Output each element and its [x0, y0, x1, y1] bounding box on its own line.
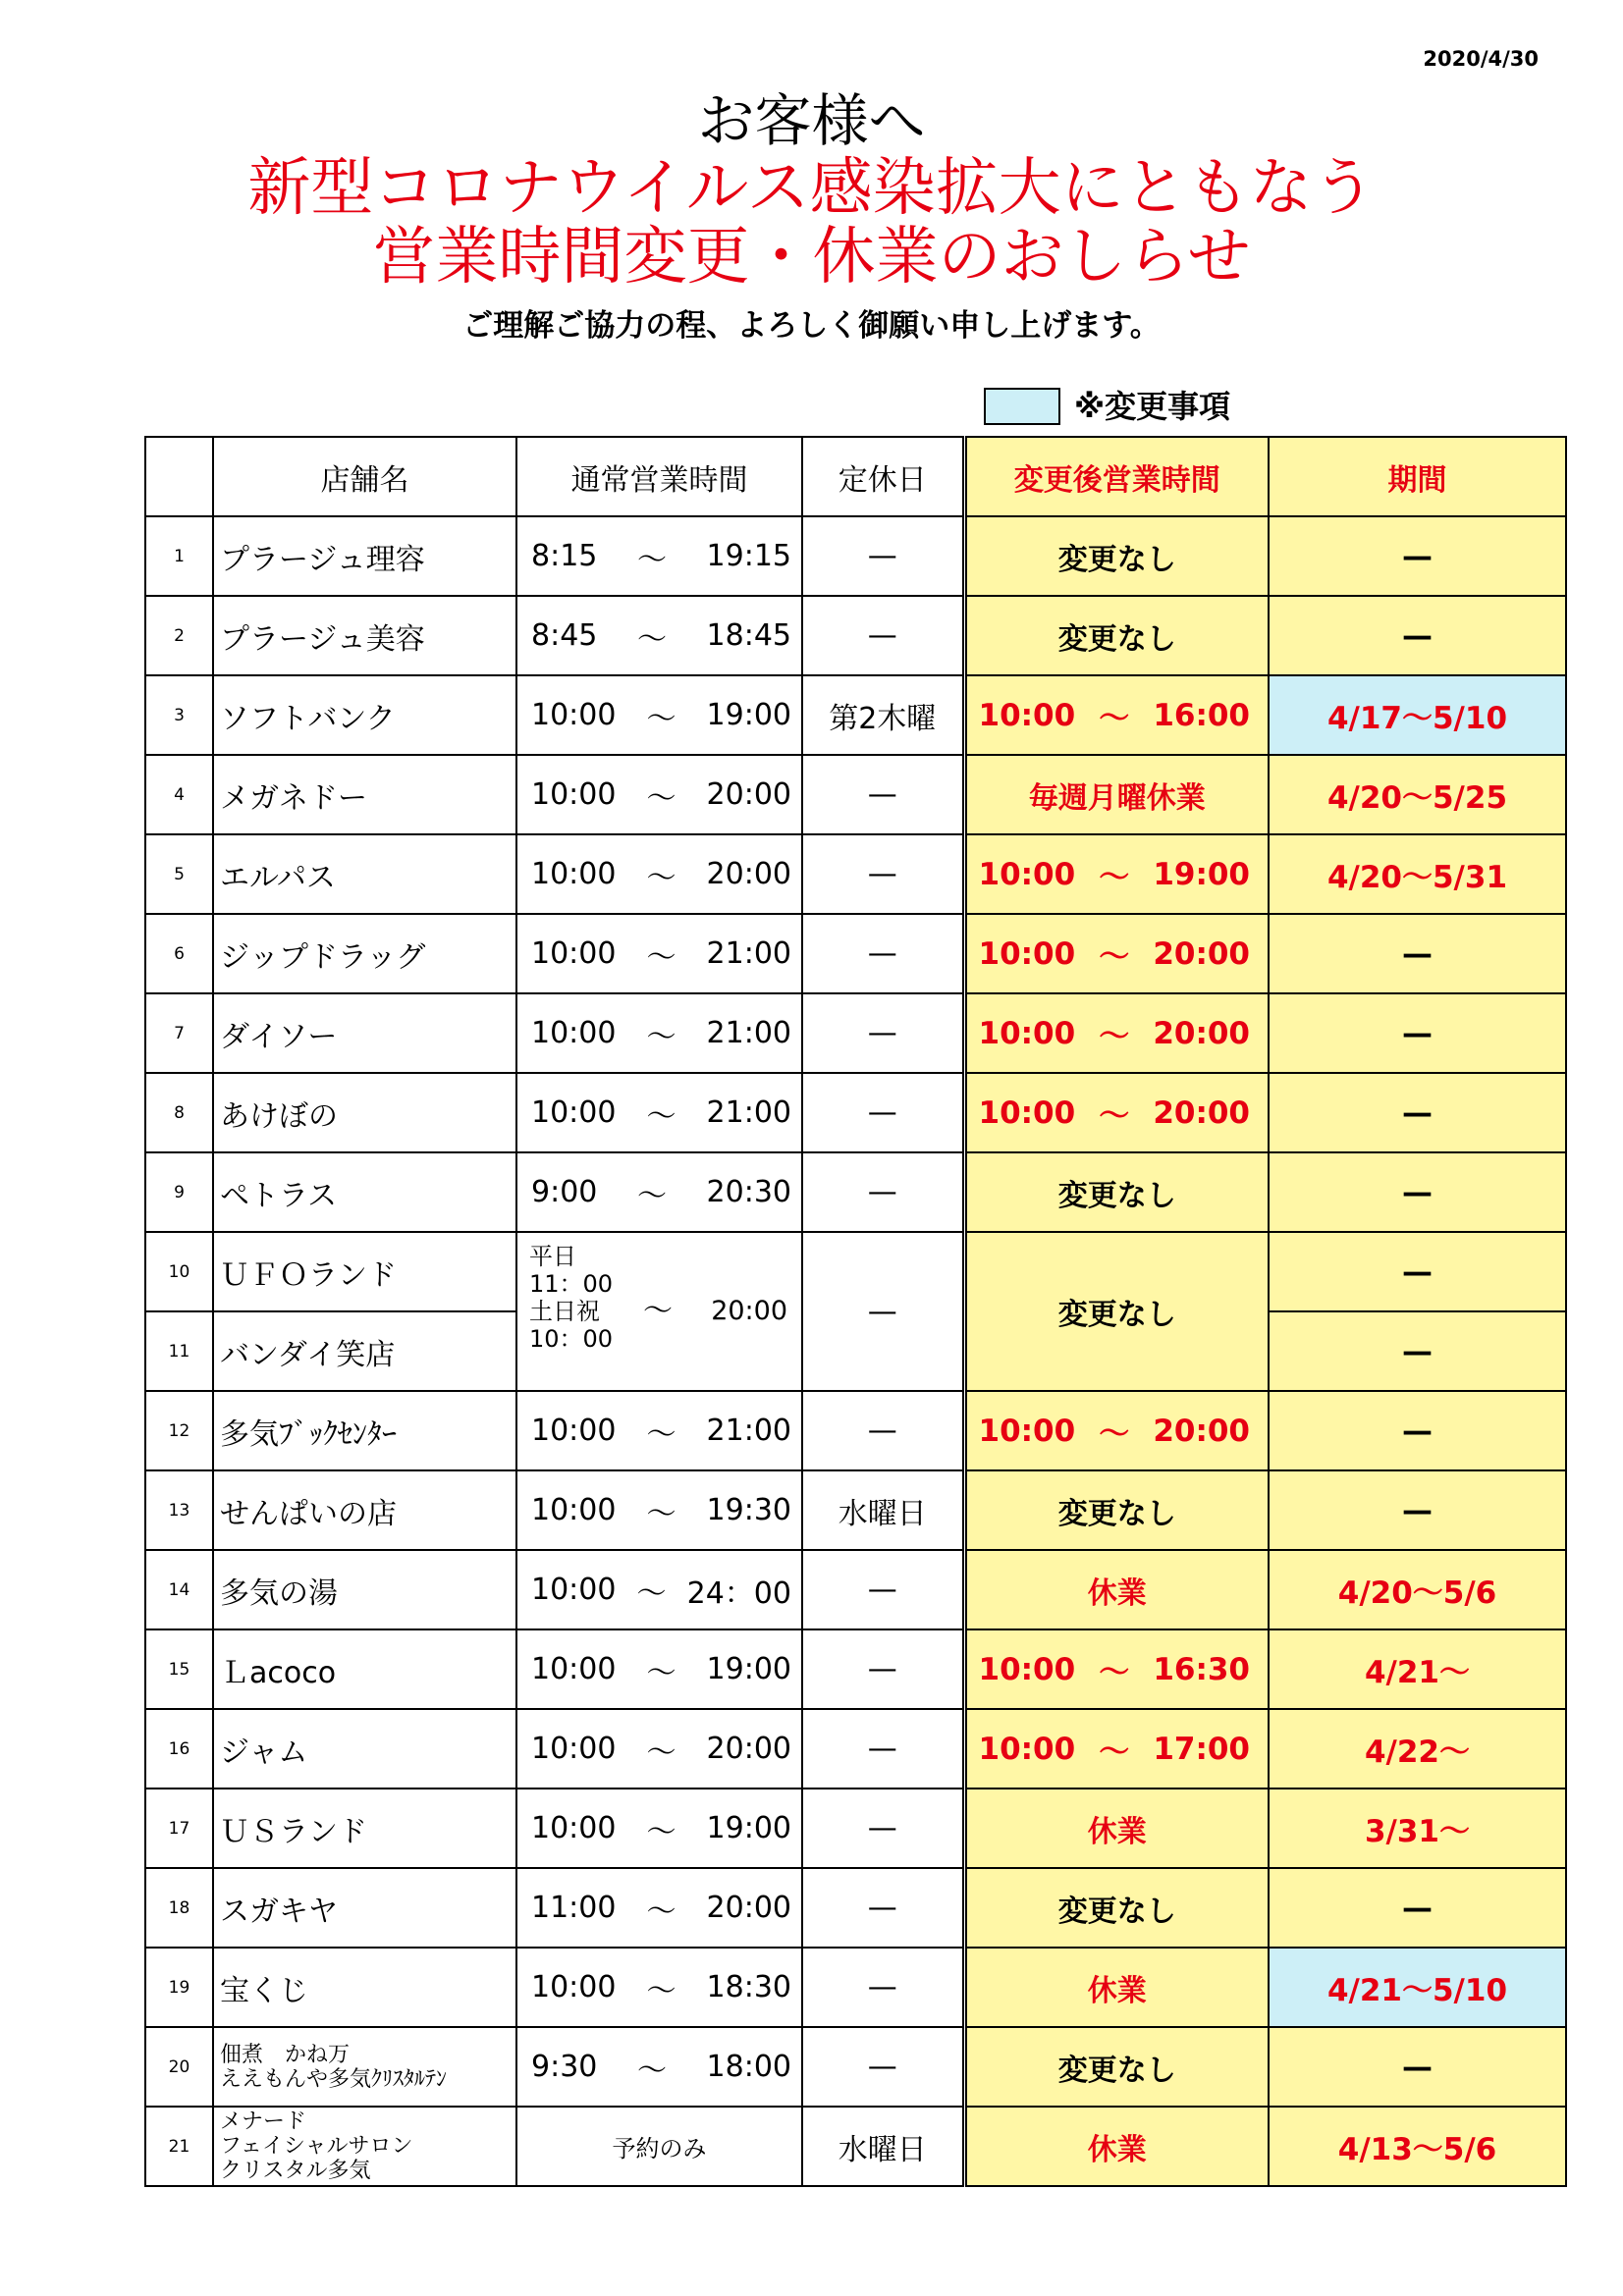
changed-hours-range: [967, 1091, 1269, 1135]
store-name-line: 佃煮 かね万: [220, 2042, 351, 2067]
changed-hours: 変更なし: [964, 1868, 1269, 1948]
store-hours-table: [144, 436, 1567, 2187]
row-number: 2: [145, 596, 213, 675]
hours-separator: ～: [646, 1973, 676, 2008]
closed-day: —: [802, 1629, 964, 1709]
normal-hours-range: [517, 1966, 801, 2009]
table-row: [145, 2107, 1566, 2186]
table-row: [145, 1152, 1566, 1232]
normal-hours: [516, 596, 802, 675]
hours-close: 20:00: [706, 1732, 791, 1766]
changed-hours: 変更なし: [964, 2027, 1269, 2107]
changed-hours: [964, 675, 1269, 755]
changed-close: 17:00: [1153, 1731, 1250, 1767]
changed-hours-range: [967, 1727, 1269, 1771]
hours-separator: ～: [646, 860, 676, 895]
normal-hours-range: [517, 1410, 801, 1453]
normal-hours: [516, 2027, 802, 2107]
changed-separator: ～: [1099, 1098, 1130, 1134]
hours-close: 19:30: [706, 1493, 791, 1527]
closed-day: —: [802, 1073, 964, 1152]
normal-hours: [516, 1948, 802, 2027]
closed-day: —: [802, 596, 964, 675]
header-store: 店舗名: [213, 437, 516, 516]
normal-hours-merged: [516, 1232, 802, 1391]
hours-separator: ～: [636, 542, 667, 577]
normal-hours-range: [517, 614, 801, 658]
store-name: あけぼの: [213, 1073, 516, 1152]
changed-hours-range: [967, 932, 1269, 976]
store-name: ダイソー: [213, 993, 516, 1073]
hours-close: 21:00: [706, 1414, 791, 1448]
closed-day-merged: —: [802, 1232, 964, 1391]
changed-close: 20:00: [1153, 935, 1250, 972]
store-name: ＵＦＯランド: [213, 1232, 516, 1311]
period-cell: 4/20～5/25: [1269, 755, 1566, 834]
hours-open: 9:00: [531, 1175, 598, 1209]
hours-open: 10:00: [531, 936, 617, 971]
store-name: 多気の湯: [213, 1550, 516, 1629]
row-number: 8: [145, 1073, 213, 1152]
normal-hours-range: [517, 1887, 801, 1930]
hours-close: 20:00: [706, 1891, 791, 1925]
table-row: [145, 1789, 1566, 1868]
hours-close: 24：00: [686, 1575, 791, 1611]
period-cell: 4/17～5/10: [1269, 675, 1566, 755]
table-row: [145, 1629, 1566, 1709]
changed-separator: ～: [1099, 1019, 1130, 1054]
changed-open: 10:00: [978, 697, 1076, 733]
hours-open: 10:00: [531, 1732, 617, 1766]
table-row: [145, 1709, 1566, 1789]
hours-separator: ～: [646, 780, 676, 816]
changed-open: 10:00: [978, 935, 1076, 972]
normal-hours-range: [517, 2046, 801, 2089]
table-row: [145, 675, 1566, 755]
table-row: [145, 1073, 1566, 1152]
table-header-row: [145, 437, 1566, 516]
row-number: 18: [145, 1868, 213, 1948]
normal-hours-range: [517, 1569, 801, 1612]
changed-open: 10:00: [978, 1413, 1076, 1449]
closed-day: —: [802, 1948, 964, 2027]
period-cell: —: [1269, 1868, 1566, 1948]
closed-day: —: [802, 1789, 964, 1868]
normal-hours: [516, 993, 802, 1073]
hours-open: 10:00: [531, 1970, 617, 2004]
subheadline: ご理解ご協力の程、よろしく御願い申し上げます。: [462, 308, 1161, 344]
row-number: 3: [145, 675, 213, 755]
normal-hours-range: [517, 1012, 801, 1055]
header-period: 期間: [1269, 437, 1566, 516]
normal-hours: [516, 675, 802, 755]
changed-open: 10:00: [978, 1095, 1076, 1131]
row-number: 13: [145, 1470, 213, 1550]
row-number: 6: [145, 914, 213, 993]
hours-open: 9:30: [531, 2050, 598, 2084]
normal-hours-range: [517, 853, 801, 896]
normal-hours-range: [517, 1489, 801, 1532]
changed-close: 16:00: [1153, 697, 1250, 733]
hours-close: 18:30: [706, 1970, 791, 2004]
hours-open: 10:00: [531, 857, 617, 891]
hours-separator: ～: [646, 1496, 676, 1531]
header-changed-hours: 変更後営業時間: [964, 437, 1269, 516]
table-row: [145, 516, 1566, 596]
normal-hours: [516, 516, 802, 596]
row-number: 11: [145, 1311, 213, 1391]
store-name: メガネドー: [213, 755, 516, 834]
changed-hours: 変更なし: [964, 1152, 1269, 1232]
special-hours-start: [529, 1243, 613, 1353]
changed-hours: [964, 914, 1269, 993]
normal-hours: [516, 834, 802, 914]
hours-separator: ～: [646, 1814, 676, 1849]
period-cell: —: [1269, 596, 1566, 675]
row-number: 17: [145, 1789, 213, 1868]
hours-close: 20:00: [706, 857, 791, 891]
period-cell: 4/21～: [1269, 1629, 1566, 1709]
hours-close: 19:15: [706, 539, 791, 573]
changed-separator: ～: [1099, 1416, 1130, 1452]
normal-hours: [516, 755, 802, 834]
table-row: [145, 1470, 1566, 1550]
period-cell: —: [1269, 1470, 1566, 1550]
changed-close: 20:00: [1153, 1095, 1250, 1131]
changed-close: 20:00: [1153, 1015, 1250, 1051]
hours-open: 10:00: [531, 1652, 617, 1686]
hours-separator: ～: [636, 2053, 667, 2088]
row-number: 21: [145, 2107, 213, 2186]
changed-hours: [964, 1629, 1269, 1709]
normal-hours: [516, 1152, 802, 1232]
hours-separator: ～: [646, 939, 676, 975]
row-number: 14: [145, 1550, 213, 1629]
period-cell: 4/21～5/10: [1269, 1948, 1566, 2027]
store-name: Ｌacoco: [213, 1629, 516, 1709]
row-number: 5: [145, 834, 213, 914]
store-name: 多気ﾌﾞｯｸｾﾝﾀｰ: [213, 1391, 516, 1470]
hours-separator: ～: [646, 1416, 676, 1452]
normal-hours: [516, 1868, 802, 1948]
hours-separator: ～: [643, 1294, 673, 1328]
normal-hours: [516, 1550, 802, 1629]
store-name: ジップドラッグ: [213, 914, 516, 993]
changed-close: 20:00: [1153, 1413, 1250, 1449]
changed-separator: ～: [1099, 1735, 1130, 1770]
hours-open: 10:00: [531, 1414, 617, 1448]
changed-hours-range: [967, 693, 1269, 737]
changed-hours: [964, 993, 1269, 1073]
hours-line: 平日: [529, 1243, 576, 1270]
normal-hours: 予約のみ: [516, 2107, 802, 2186]
normal-hours-range: [517, 1807, 801, 1850]
hours-close: 21:00: [706, 1095, 791, 1130]
row-number: 1: [145, 516, 213, 596]
hours-line: 土日祝: [529, 1298, 600, 1325]
changed-close: 19:00: [1153, 856, 1250, 892]
store-name: プラージュ美容: [213, 596, 516, 675]
changed-hours: 休業: [964, 1948, 1269, 2027]
period-cell: —: [1269, 2027, 1566, 2107]
row-number: 12: [145, 1391, 213, 1470]
hours-open: 8:15: [531, 539, 598, 573]
changed-hours: 休業: [964, 2107, 1269, 2186]
store-name: プラージュ理容: [213, 516, 516, 596]
table-row: [145, 1232, 1566, 1311]
header-closed-day: 定休日: [802, 437, 964, 516]
normal-hours: [516, 1073, 802, 1152]
changed-open: 10:00: [978, 856, 1076, 892]
hours-open: 10:00: [531, 1095, 617, 1130]
normal-hours: [516, 1391, 802, 1470]
normal-hours-range: [517, 1092, 801, 1135]
row-number: 20: [145, 2027, 213, 2107]
legend-label: ※変更事項: [1074, 388, 1231, 425]
hours-close: 21:00: [706, 936, 791, 971]
table-row: [145, 914, 1566, 993]
normal-hours-range: [517, 1648, 801, 1691]
store-name: スガキヤ: [213, 1868, 516, 1948]
hours-line: 10：00: [529, 1325, 614, 1353]
store-name: エルパス: [213, 834, 516, 914]
closed-day: —: [802, 993, 964, 1073]
normal-hours-range: [517, 694, 801, 737]
headline-line-2: 営業時間変更・休業のおしらせ: [372, 221, 1251, 294]
store-name: ペトラス: [213, 1152, 516, 1232]
document-date: 2020/4/30: [1423, 47, 1539, 71]
changed-hours-range: [967, 852, 1269, 896]
hours-separator: ～: [646, 701, 676, 736]
hours-open: 10:00: [531, 1573, 617, 1607]
row-number: 16: [145, 1709, 213, 1789]
store-name-line: ええもんや多気ｸﾘｽﾀﾙﾃﾝ: [220, 2066, 448, 2092]
normal-hours: [516, 1789, 802, 1868]
closed-day: —: [802, 834, 964, 914]
period-cell: —: [1269, 1232, 1566, 1311]
hours-line: 11：00: [529, 1270, 614, 1298]
hours-open: 10:00: [531, 777, 617, 812]
changed-open: 10:00: [978, 1651, 1076, 1687]
normal-hours-range: [517, 774, 801, 817]
period-cell: 4/20～5/6: [1269, 1550, 1566, 1629]
closed-day: —: [802, 2027, 964, 2107]
hours-separator: ～: [646, 1735, 676, 1770]
changed-hours-merged: 変更なし: [964, 1232, 1269, 1391]
changed-hours: [964, 1709, 1269, 1789]
changed-hours: [964, 1073, 1269, 1152]
hours-open: 10:00: [531, 1493, 617, 1527]
closed-day: —: [802, 755, 964, 834]
normal-hours-range: [517, 535, 801, 578]
normal-hours: [516, 914, 802, 993]
row-number: 7: [145, 993, 213, 1073]
row-number: 15: [145, 1629, 213, 1709]
normal-hours-range: [517, 1171, 801, 1214]
store-name-line: メナード: [220, 2109, 307, 2134]
closed-day: —: [802, 1709, 964, 1789]
table-row: [145, 993, 1566, 1073]
store-name: ＵＳランド: [213, 1789, 516, 1868]
closed-day: —: [802, 1152, 964, 1232]
hours-separator: ～: [636, 1178, 667, 1213]
table-row: [145, 755, 1566, 834]
changed-separator: ～: [1099, 701, 1130, 736]
hours-close: 21:00: [706, 1016, 791, 1050]
headline-line-1: 新型コロナウイルス感染拡大にともなう: [247, 152, 1376, 225]
hours-separator: ～: [646, 1019, 676, 1054]
closed-day: —: [802, 1550, 964, 1629]
hours-separator: ～: [646, 1655, 676, 1690]
changed-hours-range: [967, 1011, 1269, 1055]
normal-hours-range: [517, 933, 801, 976]
hours-open: 10:00: [531, 698, 617, 732]
changed-hours: [964, 1391, 1269, 1470]
hours-close: 20:00: [711, 1296, 787, 1326]
hours-open: 10:00: [531, 1016, 617, 1050]
changed-separator: ～: [1099, 860, 1130, 895]
period-cell: 4/22～: [1269, 1709, 1566, 1789]
special-hours-box: [517, 1233, 801, 1390]
closed-day: 第2木曜: [802, 675, 964, 755]
header-number: [145, 437, 213, 516]
period-cell: —: [1269, 1073, 1566, 1152]
normal-hours: [516, 1470, 802, 1550]
table-row: [145, 1550, 1566, 1629]
hours-close: 20:00: [706, 777, 791, 812]
period-cell: —: [1269, 993, 1566, 1073]
hours-close: 18:00: [706, 2050, 791, 2084]
hours-separator: ～: [646, 1894, 676, 1929]
period-cell: —: [1269, 1391, 1566, 1470]
store-name: 宝くじ: [213, 1948, 516, 2027]
normal-hours-range: [517, 1728, 801, 1771]
store-name: [213, 2027, 516, 2107]
closed-day: 水曜日: [802, 1470, 964, 1550]
hours-open: 11:00: [531, 1891, 617, 1925]
store-name-line: クリスタル多気: [220, 2159, 371, 2183]
hours-separator: ～: [636, 1575, 667, 1611]
row-number: 4: [145, 755, 213, 834]
table-row: [145, 1391, 1566, 1470]
hours-separator: ～: [636, 621, 667, 657]
row-number: 10: [145, 1232, 213, 1311]
legend-swatch: [984, 388, 1060, 425]
changed-separator: ～: [1099, 1655, 1130, 1690]
changed-hours-range: [967, 1647, 1269, 1691]
normal-hours: [516, 1629, 802, 1709]
changed-hours: 変更なし: [964, 596, 1269, 675]
hours-close: 19:00: [706, 1652, 791, 1686]
hours-open: 8:45: [531, 618, 598, 653]
header-normal-hours: 通常営業時間: [516, 437, 802, 516]
store-name: バンダイ笑店: [213, 1311, 516, 1391]
table-row: [145, 2027, 1566, 2107]
closed-day: —: [802, 914, 964, 993]
hours-close: 20:30: [706, 1175, 791, 1209]
changed-hours: 毎週月曜休業: [964, 755, 1269, 834]
changed-hours: [964, 834, 1269, 914]
table-row: [145, 596, 1566, 675]
hours-separator: ～: [646, 1098, 676, 1134]
closed-day: —: [802, 1391, 964, 1470]
hours-close: 18:45: [706, 618, 791, 653]
closed-day: —: [802, 516, 964, 596]
period-cell: —: [1269, 914, 1566, 993]
changed-hours: 変更なし: [964, 1470, 1269, 1550]
row-number: 9: [145, 1152, 213, 1232]
changed-hours: 休業: [964, 1550, 1269, 1629]
store-name: ジャム: [213, 1709, 516, 1789]
period-cell: —: [1269, 1311, 1566, 1391]
period-cell: 3/31～: [1269, 1789, 1566, 1868]
store-name: せんぱいの店: [213, 1470, 516, 1550]
closed-day: —: [802, 1868, 964, 1948]
changed-close: 16:30: [1153, 1651, 1250, 1687]
changed-hours: 変更なし: [964, 516, 1269, 596]
row-number: 19: [145, 1948, 213, 2027]
changed-open: 10:00: [978, 1015, 1076, 1051]
changed-separator: ～: [1099, 939, 1130, 975]
period-cell: 4/20～5/31: [1269, 834, 1566, 914]
normal-hours: [516, 1709, 802, 1789]
table-row: [145, 834, 1566, 914]
store-name-line: フェイシャルサロン: [220, 2134, 413, 2159]
period-cell: —: [1269, 1152, 1566, 1232]
store-name: ソフトバンク: [213, 675, 516, 755]
period-cell: —: [1269, 516, 1566, 596]
hours-close: 19:00: [706, 698, 791, 732]
closed-day: 水曜日: [802, 2107, 964, 2186]
changed-hours-range: [967, 1409, 1269, 1453]
greeting: お客様へ: [697, 87, 926, 154]
table-row: [145, 1868, 1566, 1948]
changed-open: 10:00: [978, 1731, 1076, 1767]
hours-close: 19:00: [706, 1811, 791, 1845]
period-cell: 4/13～5/6: [1269, 2107, 1566, 2186]
hours-open: 10:00: [531, 1811, 617, 1845]
table-row: [145, 1948, 1566, 2027]
changed-hours: 休業: [964, 1789, 1269, 1868]
store-name: [213, 2107, 516, 2186]
